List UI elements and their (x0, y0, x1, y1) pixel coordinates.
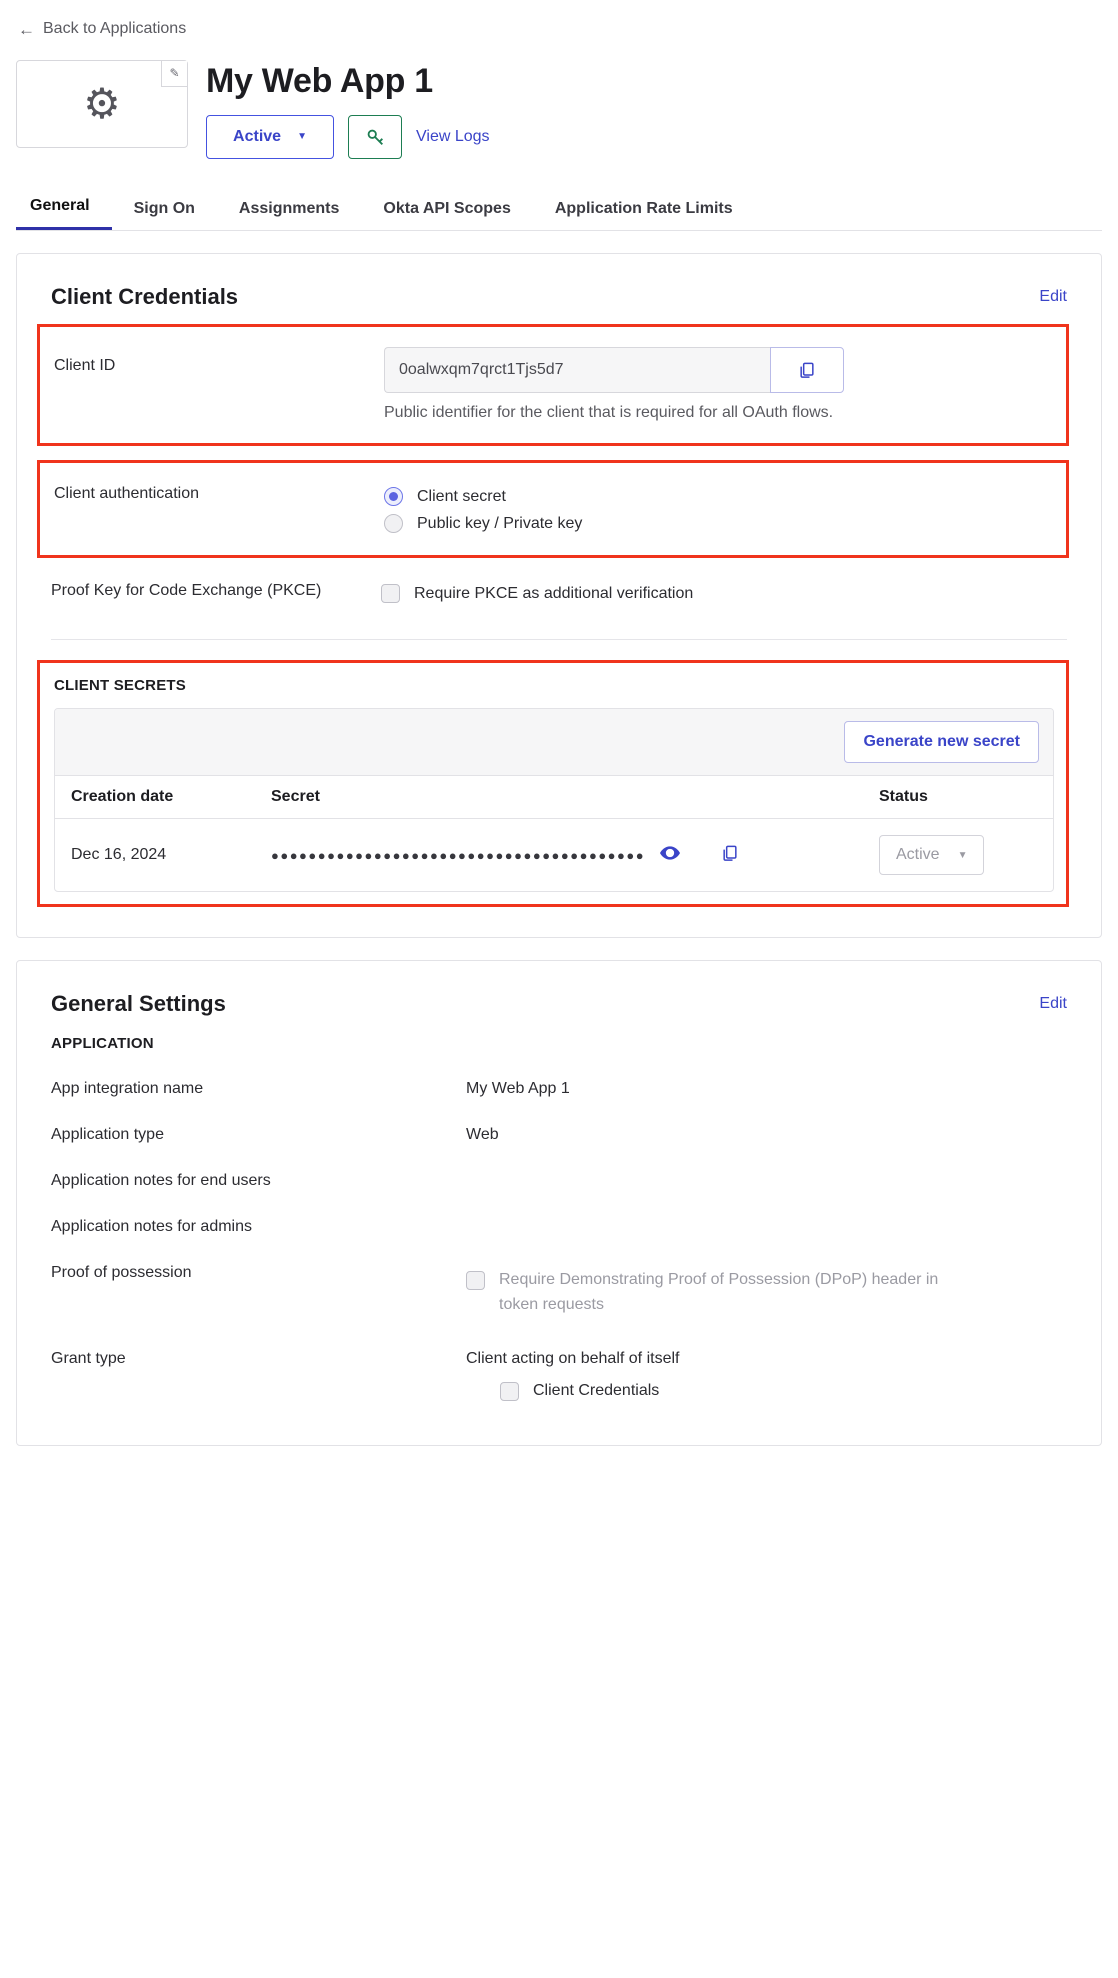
tab-application-rate-limits[interactable]: Application Rate Limits (554, 199, 733, 217)
label-application-type: Application type (51, 1126, 164, 1144)
client-secrets-table-box (54, 708, 1054, 892)
table-row (55, 819, 1053, 892)
label-proof-of-possession: Proof of possession (51, 1264, 192, 1282)
copy-secret-button[interactable] (720, 843, 740, 868)
cell-status (863, 819, 1053, 892)
label-app-integration-name: App integration name (51, 1080, 204, 1098)
tab-sign-on[interactable]: Sign On (133, 199, 195, 217)
gear-icon: ⚙ (83, 79, 121, 127)
general-settings-title: General Settings (51, 991, 226, 1017)
row-notes-end-users (51, 1158, 1067, 1204)
eye-glyph (660, 846, 680, 860)
pkce-label: Proof Key for Code Exchange (PKCE) (51, 582, 322, 600)
radio-client-secret[interactable] (384, 483, 1054, 510)
page-title: My Web App 1 (206, 61, 433, 100)
client-secrets-table (55, 776, 1053, 891)
checkbox-client-credentials[interactable] (500, 1382, 1067, 1401)
client-id-input[interactable] (384, 347, 770, 393)
client-authentication-highlight (37, 460, 1069, 558)
client-secrets-highlight (37, 660, 1069, 907)
value-application-type: Web (466, 1126, 499, 1144)
secret-masked-value: ●●●●●●●●●●●●●●●●●●●●●●●●●●●●●●●●●●●●●●●● (271, 847, 646, 863)
radio-public-private-key[interactable] (384, 510, 1054, 537)
tab-general[interactable]: General (16, 187, 112, 230)
label-notes-admins: Application notes for admins (51, 1218, 252, 1236)
divider (51, 639, 1067, 640)
app-header-text (206, 60, 490, 159)
copy-icon (720, 843, 740, 863)
client-id-label: Client ID (54, 356, 116, 374)
checkbox-client-credentials-label: Client Credentials (533, 1382, 660, 1400)
checkbox-require-pkce[interactable] (381, 580, 1067, 607)
view-logs-link[interactable]: View Logs (416, 127, 490, 145)
general-settings-header (51, 991, 1067, 1017)
client-id-hint: Public identifier for the client that is required for all OAuth flows. (384, 403, 834, 421)
grant-type-value-text: Client acting on behalf of itself (466, 1349, 680, 1367)
row-proof-of-possession (51, 1250, 1067, 1336)
table-header-row (55, 776, 1053, 819)
client-authentication-label: Client authentication (54, 485, 199, 503)
label-grant-type: Grant type (51, 1349, 126, 1367)
client-credentials-header (51, 284, 1067, 310)
column-status: Status (863, 776, 1053, 819)
back-arrow-icon: ← (18, 19, 35, 39)
eye-icon[interactable] (660, 846, 680, 865)
general-settings-card (16, 960, 1102, 1446)
client-secrets-toolbar (55, 709, 1053, 776)
radio-public-private-key-label: Public key / Private key (417, 514, 583, 532)
value-app-integration-name: My Web App 1 (466, 1080, 570, 1098)
client-authentication-row (54, 477, 1054, 543)
app-header (16, 60, 1102, 159)
client-id-row (54, 341, 1054, 432)
app-status-dropdown[interactable] (206, 115, 334, 159)
secret-status-dropdown[interactable] (879, 835, 984, 875)
app-logo (16, 60, 188, 148)
cell-secret (255, 819, 863, 892)
client-secrets-heading: CLIENT SECRETS (54, 677, 186, 695)
key-button[interactable] (348, 115, 402, 159)
secret-status-label: Active (896, 846, 940, 864)
client-id-highlight (37, 324, 1069, 447)
value-proof-of-possession (466, 1264, 1067, 1322)
checkbox-indicator (381, 584, 400, 603)
app-status-label: Active (233, 127, 282, 145)
copy-icon (797, 360, 817, 380)
row-grant-type (51, 1336, 1067, 1415)
row-notes-admins (51, 1204, 1067, 1250)
pkce-row (51, 574, 1067, 613)
chevron-down-icon: ▼ (957, 849, 968, 861)
key-icon (364, 126, 386, 148)
column-secret: Secret (255, 776, 863, 819)
client-credentials-card (16, 253, 1102, 939)
checkbox-require-pkce-label: Require PKCE as additional verification (414, 584, 694, 602)
checkbox-indicator (466, 1271, 485, 1290)
checkbox-indicator (500, 1382, 519, 1401)
copy-client-id-button[interactable] (770, 347, 844, 393)
checkbox-require-dpop-label: Require Demonstrating Proof of Possession (DPoP) header in token requests (499, 1271, 939, 1314)
chevron-down-icon: ▼ (297, 131, 307, 142)
client-credentials-edit-link[interactable]: Edit (1039, 287, 1067, 305)
generate-new-secret-button[interactable]: Generate new secret (844, 721, 1039, 763)
pencil-icon[interactable]: ✎ (161, 61, 187, 87)
value-grant-type (466, 1350, 1067, 1401)
column-creation-date: Creation date (55, 776, 255, 819)
tab-assignments[interactable]: Assignments (238, 199, 340, 217)
back-to-applications-link[interactable] (18, 20, 186, 38)
back-link-label: Back to Applications (43, 20, 187, 37)
radio-indicator (384, 487, 403, 506)
client-credentials-title: Client Credentials (51, 283, 239, 309)
app-header-controls (206, 115, 490, 159)
tab-bar (16, 187, 1102, 231)
radio-client-secret-label: Client secret (417, 487, 506, 505)
cell-creation-date: Dec 16, 2024 (71, 846, 167, 864)
row-app-integration-name (51, 1066, 1067, 1112)
application-section-heading: APPLICATION (51, 1035, 154, 1053)
tab-okta-api-scopes[interactable]: Okta API Scopes (383, 199, 511, 217)
checkbox-require-dpop[interactable] (466, 1264, 1067, 1322)
label-notes-end-users: Application notes for end users (51, 1172, 271, 1190)
general-settings-edit-link[interactable]: Edit (1039, 995, 1067, 1013)
row-application-type (51, 1112, 1067, 1158)
radio-indicator (384, 514, 403, 533)
